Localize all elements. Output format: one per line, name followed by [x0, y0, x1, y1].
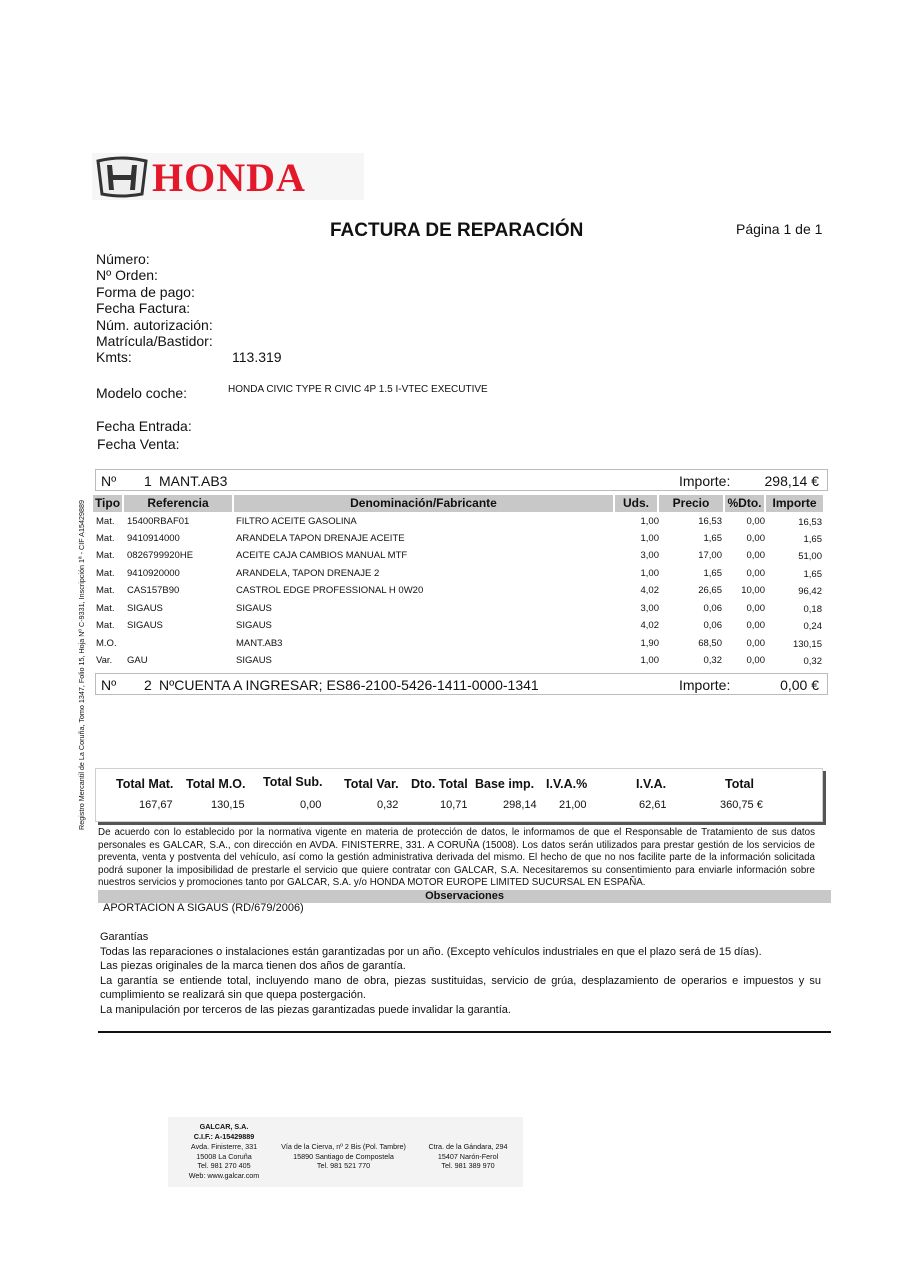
cell-importe: 16,53: [798, 517, 822, 528]
invoice-title: FACTURA DE REPARACIÓN: [330, 220, 584, 241]
table-row: [0, 515, 905, 532]
table-row: [0, 654, 905, 671]
total-mo-label: Total M.O.: [186, 777, 246, 791]
cell-uds: 1,00: [640, 655, 659, 666]
modelo-value: HONDA CIVIC TYPE R CIVIC 4P 1.5 I-VTEC EXECUTIVE: [228, 384, 488, 395]
dto-total-value: 10,71: [440, 799, 468, 811]
line-no-label: Nº: [101, 677, 117, 693]
cell-importe: 0,32: [803, 656, 822, 667]
cell-precio: 16,53: [698, 516, 722, 527]
importe-value: 0,00 €: [780, 677, 819, 693]
cell-denominacion: ARANDELA TAPON DRENAJE ACEITE: [236, 533, 405, 544]
cell-tipo: Mat.: [96, 533, 115, 544]
footer-line: 15407 Narón-Ferol: [437, 1151, 499, 1161]
cell-denominacion: SIGAUS: [236, 655, 272, 666]
fecha-factura-label: Fecha Factura:: [96, 300, 191, 316]
footer-line: Ctra. de la Gándara, 294: [428, 1142, 508, 1151]
honda-logo: [92, 153, 364, 200]
cell-precio: 1,65: [703, 568, 722, 579]
iva-pct-label: I.V.A.%: [546, 777, 588, 791]
footer-line: Tel. 981 270 405: [197, 1161, 251, 1170]
cell-tipo: Mat.: [96, 620, 115, 631]
cell-precio: 0,06: [703, 620, 722, 631]
th-referencia: Referencia: [124, 495, 232, 512]
observaciones-header: Observaciones: [98, 890, 831, 903]
cell-dto: 0,00: [746, 533, 765, 544]
guarantee-line: Las piezas originales de la marca tienen dos años de garantía.: [100, 960, 406, 972]
cell-uds: 1,00: [640, 533, 659, 544]
table-header: [93, 495, 828, 512]
forma-pago-label: Forma de pago:: [96, 284, 195, 300]
th-tipo: Tipo: [94, 496, 121, 510]
iva-label: I.V.A.: [636, 777, 667, 791]
cell-tipo: Var.: [96, 655, 113, 666]
total-mat-value: 167,67: [139, 799, 173, 811]
fecha-venta-label: Fecha Venta:: [97, 436, 180, 452]
cell-importe: 1,65: [803, 534, 822, 545]
guarantees-title: Garantías: [100, 931, 149, 943]
total-label: Total: [725, 777, 754, 791]
line-number: 1: [144, 473, 152, 489]
footer-line: Web: www.galcar.com: [188, 1170, 260, 1180]
divider: [98, 1031, 831, 1033]
fecha-entrada-label: Fecha Entrada:: [96, 418, 192, 434]
cell-precio: 0,06: [703, 603, 722, 614]
cell-uds: 4,02: [640, 585, 659, 596]
footer-line: Vía de la Cierva, nº 2 Bis (Pol. Tambre): [281, 1142, 406, 1151]
matricula-label: Matrícula/Bastidor:: [96, 333, 213, 349]
total-sub-label: Total Sub.: [263, 775, 323, 789]
cell-referencia: SIGAUS: [127, 620, 163, 631]
orden-label: Nº Orden:: [96, 267, 158, 283]
cell-denominacion: FILTRO ACEITE GASOLINA: [236, 516, 357, 527]
cell-dto: 0,00: [746, 638, 765, 649]
cell-uds: 3,00: [640, 603, 659, 614]
cell-precio: 17,00: [698, 550, 722, 561]
cell-dto: 0,00: [746, 620, 765, 631]
cell-dto: 0,00: [746, 568, 765, 579]
cell-referencia: CAS157B90: [127, 585, 180, 596]
line-item-1-header: [95, 469, 828, 491]
guarantee-line: La garantía se entiende total, incluyendo mano de obra, piezas sustituidas, servicio de grúa, desplazamiento de operarios e impuestos y su cumplimiento se realizará sin que quepa postergación.: [100, 974, 821, 1001]
footer-line: 15008 La Coruña: [196, 1151, 252, 1161]
cell-dto: 0,00: [746, 655, 765, 666]
footer-address-2: [276, 1142, 411, 1171]
cell-tipo: Mat.: [96, 516, 115, 527]
cell-denominacion: ACEITE CAJA CAMBIOS MANUAL MTF: [236, 550, 408, 561]
dto-total-label: Dto. Total: [411, 777, 468, 791]
th-dto: %Dto.: [725, 495, 764, 512]
cell-uds: 1,00: [640, 516, 659, 527]
cell-denominacion: SIGAUS: [236, 620, 272, 631]
cell-importe: 1,65: [803, 569, 822, 580]
th-uds: Uds.: [615, 495, 657, 512]
guarantees-section: [100, 930, 821, 1017]
footer-line: Avda. Finisterre, 331: [190, 1142, 258, 1151]
importe-label: Importe:: [679, 473, 731, 489]
cell-tipo: Mat.: [96, 550, 115, 561]
line-code: NºCUENTA A INGRESAR; ES86-2100-5426-1411-0000-1341: [159, 677, 539, 693]
company-footer: [168, 1117, 523, 1187]
cell-precio: 1,65: [703, 533, 722, 544]
total-sub-value: 0,00: [300, 799, 322, 811]
totals-box: [95, 768, 823, 822]
cell-tipo: Mat.: [96, 568, 115, 579]
line-item-2-header: [95, 673, 828, 695]
total-value: 360,75 €: [720, 799, 763, 811]
footer-line: 15890 Santiago de Compostela: [293, 1151, 394, 1161]
guarantee-line: La manipulación por terceros de las piezas garantizadas puede invalidar la garantía.: [100, 1003, 511, 1016]
cell-tipo: Mat.: [96, 585, 115, 596]
th-precio: Precio: [659, 495, 723, 512]
table-row: [0, 532, 905, 549]
cell-uds: 4,02: [640, 620, 659, 631]
cell-dto: 0,00: [746, 516, 765, 527]
cell-importe: 51,00: [798, 551, 822, 562]
cell-precio: 26,65: [698, 585, 722, 596]
base-imp-value: 298,14: [503, 799, 537, 811]
cell-denominacion: ARANDELA, TAPON DRENAJE 2: [236, 568, 380, 579]
line-no-label: Nº: [101, 473, 117, 489]
cell-tipo: M.O.: [96, 638, 117, 649]
cell-tipo: Mat.: [96, 603, 115, 614]
cell-denominacion: CASTROL EDGE PROFESSIONAL H 0W20: [236, 585, 424, 596]
line-number: 2: [144, 677, 152, 693]
honda-wordmark: HONDA: [152, 155, 306, 200]
footer-address-1: [180, 1142, 268, 1180]
registry-side-note: Registro Mercantil de La Coruña, Tomo 1347, Folio 15, Hoja Nº C-9331, Inscripción 1ª - CIF A15429889: [77, 500, 86, 830]
guarantee-line: Todas las reparaciones o instalaciones están garantizadas por un año. (Excepto vehículos industriales en que el plazo será de 15 días).: [100, 945, 762, 958]
cell-denominacion: MANT.AB3: [236, 638, 283, 649]
observaciones-text: APORTACION A SIGAUS (RD/679/2006): [103, 902, 304, 914]
data-protection-notice: De acuerdo con lo establecido por la normativa vigente en materia de protección de datos, le informamos de que el Responsable de Tratamiento de sus datos personales es GALCAR, S.A., con dirección en AVDA. FINISTERRE, 331. A CORUÑA (15008). Los datos serán utilizados para prestar gestión de los servicios de preventa, venta y postventa del vehículo, así como la gestión administrativa derivada del mismo. El hecho de que no nos facilite parte de la información solicitada podrá suponer la imposibilidad de prestarle el servicio que quiere contratar con GALCAR, S.A. Necesitaremos su consentimiento para enviarle información sobre nuestros servicios y promociones tanto por GALCAR, S.A. y/o HONDA MOTOR EUROPE LIMITED SUCURSAL EN ESPAÑA.: [98, 827, 815, 888]
modelo-label: Modelo coche:: [96, 385, 188, 401]
cell-referencia: 9410920000: [127, 568, 180, 579]
importe-label: Importe:: [679, 677, 731, 693]
cell-importe: 96,42: [798, 586, 822, 597]
cell-precio: 68,50: [698, 638, 722, 649]
total-mat-label: Total Mat.: [116, 777, 174, 791]
base-imp-label: Base imp.: [475, 777, 535, 791]
footer-line: Tel. 981 521 770: [316, 1161, 371, 1170]
th-importe: Importe: [766, 495, 823, 512]
table-row: [0, 549, 905, 566]
importe-value: 298,14 €: [764, 473, 819, 489]
cell-denominacion: SIGAUS: [236, 603, 272, 614]
table-row: [0, 602, 905, 619]
table-row: [0, 619, 905, 636]
cell-precio: 0,32: [703, 655, 722, 666]
honda-h-emblem-icon: [92, 153, 152, 200]
total-var-label: Total Var.: [344, 777, 399, 791]
cell-importe: 0,18: [803, 604, 822, 615]
cell-referencia: GAU: [127, 655, 148, 666]
kmts-value: 113.319: [232, 349, 282, 365]
footer-address-3: [418, 1142, 518, 1171]
th-denominacion: Denominación/Fabricante: [234, 495, 613, 512]
cell-referencia: 9410914000: [127, 533, 180, 544]
iva-pct-value: 21,00: [559, 799, 587, 811]
page-number: Página 1 de 1: [736, 221, 823, 237]
cell-dto: 10,00: [741, 585, 765, 596]
cell-referencia: SIGAUS: [127, 603, 163, 614]
line-code: MANT.AB3: [159, 473, 228, 489]
iva-value: 62,61: [639, 799, 667, 811]
footer-company: GALCAR, S.A.: [199, 1122, 249, 1131]
cell-uds: 3,00: [640, 550, 659, 561]
cell-referencia: 15400RBAF01: [127, 516, 190, 527]
kmts-label: Kmts:: [96, 349, 132, 365]
autorizacion-label: Núm. autorización:: [96, 317, 213, 333]
table-row: [0, 637, 905, 654]
cell-dto: 0,00: [746, 603, 765, 614]
cell-uds: 1,90: [640, 638, 659, 649]
footer-cif: C.I.F.: A-15429889: [193, 1132, 255, 1141]
cell-referencia: 0826799920HE: [127, 550, 194, 561]
cell-importe: 0,24: [803, 621, 822, 632]
total-mo-value: 130,15: [211, 799, 245, 811]
cell-importe: 130,15: [792, 639, 822, 650]
table-row: [0, 584, 905, 601]
cell-uds: 1,00: [640, 568, 659, 579]
cell-dto: 0,00: [746, 550, 765, 561]
footer-line: Tel. 981 389 970: [441, 1161, 495, 1170]
total-var-value: 0,32: [377, 799, 399, 811]
table-row: [0, 567, 905, 584]
numero-label: Número:: [96, 251, 150, 267]
